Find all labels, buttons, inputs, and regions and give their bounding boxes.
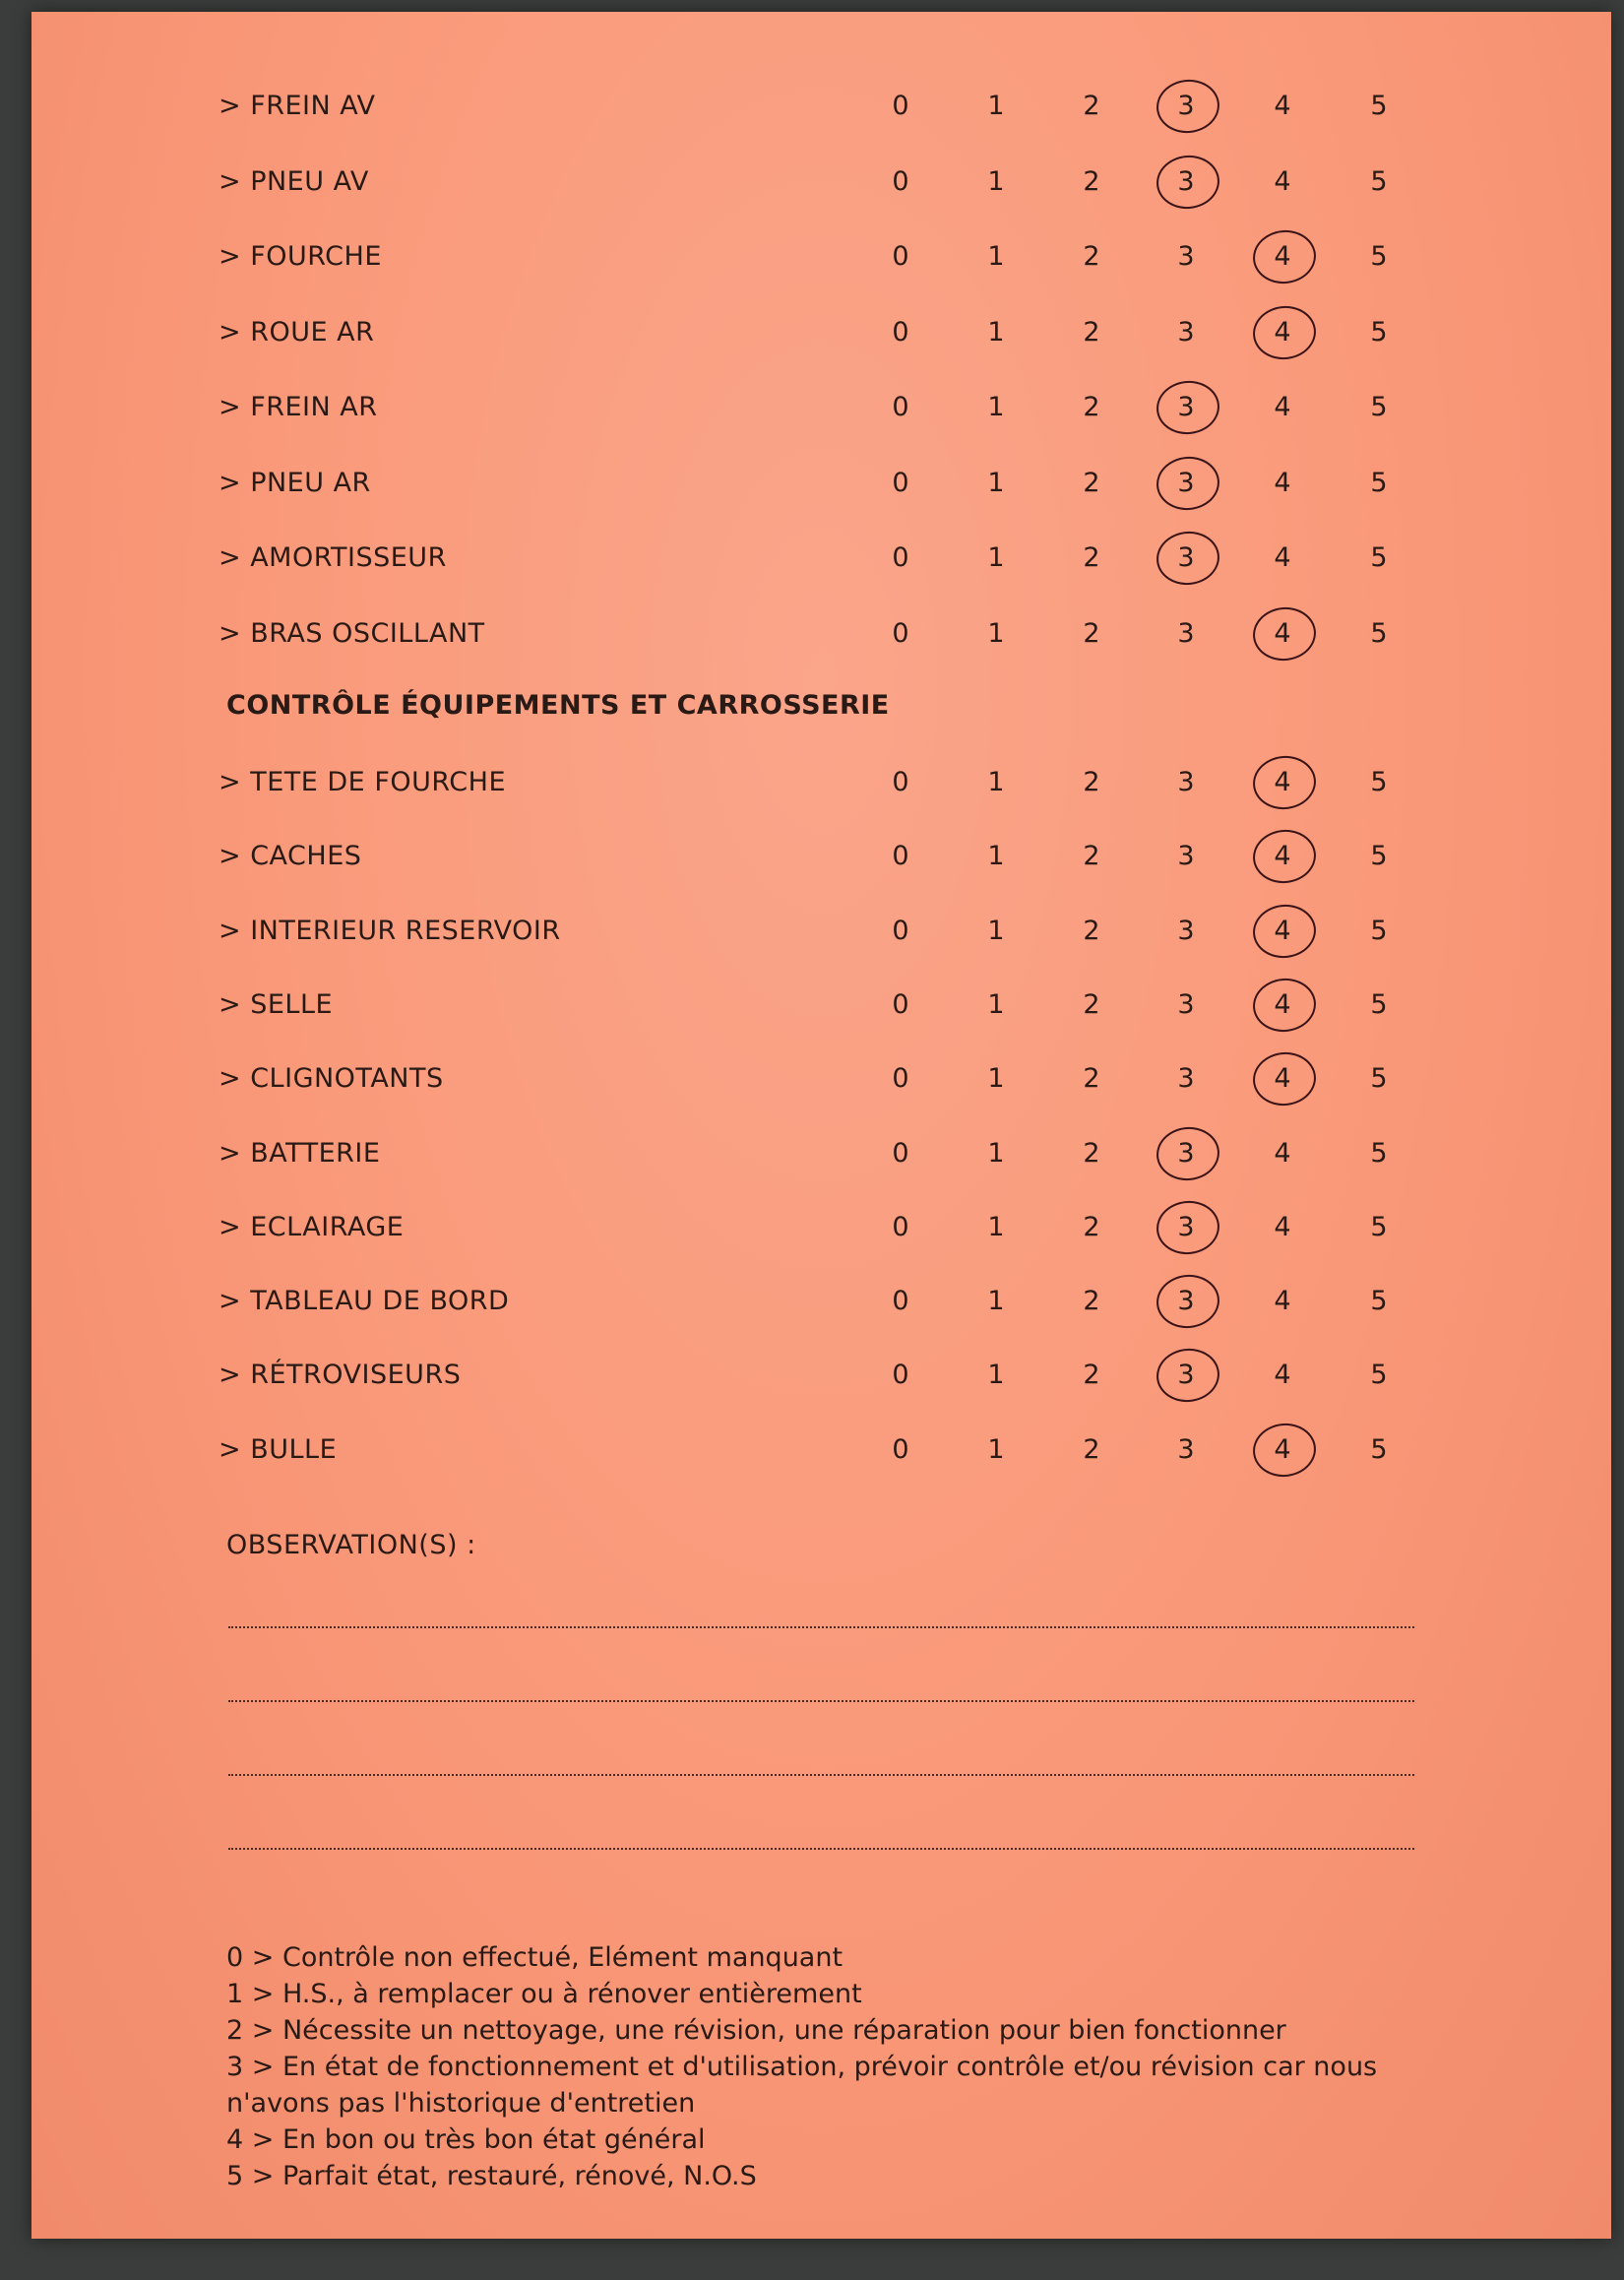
score-2[interactable]: 2 [1083, 989, 1100, 1020]
score-3-circled[interactable]: 3 [1152, 378, 1220, 437]
inspection-row [31, 77, 1611, 136]
inspection-row [31, 902, 1611, 961]
score-5[interactable]: 5 [1370, 1286, 1388, 1316]
inspection-row [31, 604, 1611, 664]
inspection-row [31, 529, 1611, 588]
observation-line [228, 1626, 1414, 1628]
score-4[interactable]: 4 [1274, 166, 1291, 197]
item-label: > INTERIEUR RESERVOIR [219, 916, 561, 946]
score-5[interactable]: 5 [1370, 989, 1388, 1020]
score-0[interactable]: 0 [892, 241, 909, 272]
score-4-circled[interactable]: 4 [1248, 1421, 1317, 1480]
score-2[interactable]: 2 [1083, 1138, 1100, 1169]
score-2[interactable]: 2 [1083, 542, 1100, 573]
score-1[interactable]: 1 [987, 1212, 1005, 1242]
score-0[interactable]: 0 [892, 1286, 909, 1316]
score-3-circled[interactable]: 3 [1152, 1198, 1220, 1257]
score-5[interactable]: 5 [1370, 542, 1388, 573]
score-1[interactable]: 1 [987, 317, 1005, 348]
score-3-circled[interactable]: 3 [1152, 153, 1220, 212]
score-3[interactable]: 3 [1177, 618, 1195, 649]
score-5[interactable]: 5 [1370, 166, 1388, 197]
legend-item: 3 > En état de fonctionnement et d'utilisation, prévoir contrôle et/ou révision car nous n'avons pas l'historique d'entretien [226, 2052, 1378, 2119]
score-1[interactable]: 1 [987, 166, 1005, 197]
score-4-circled[interactable]: 4 [1248, 827, 1317, 886]
score-0[interactable]: 0 [892, 542, 909, 573]
score-0[interactable]: 0 [892, 916, 909, 946]
score-5[interactable]: 5 [1370, 1063, 1388, 1094]
score-2[interactable]: 2 [1083, 241, 1100, 272]
score-3[interactable]: 3 [1177, 1063, 1195, 1094]
item-label: > CACHES [219, 841, 362, 871]
score-2[interactable]: 2 [1083, 767, 1100, 797]
score-1[interactable]: 1 [987, 542, 1005, 573]
score-5[interactable]: 5 [1370, 392, 1388, 422]
item-label: > FREIN AV [219, 91, 376, 121]
score-3-circled[interactable]: 3 [1152, 1346, 1220, 1405]
observation-line [228, 1774, 1414, 1776]
score-1[interactable]: 1 [987, 1138, 1005, 1169]
score-0[interactable]: 0 [892, 841, 909, 871]
score-4[interactable]: 4 [1274, 468, 1291, 498]
score-5[interactable]: 5 [1370, 1360, 1388, 1390]
score-4-circled[interactable]: 4 [1248, 1049, 1317, 1108]
score-4[interactable]: 4 [1274, 1286, 1291, 1316]
inspection-row [31, 976, 1611, 1035]
item-label: > TETE DE FOURCHE [219, 767, 506, 797]
score-2[interactable]: 2 [1083, 166, 1100, 197]
item-label: > FOURCHE [219, 241, 382, 272]
observation-line [228, 1848, 1414, 1850]
section-title: CONTRÔLE ÉQUIPEMENTS ET CARROSSERIE [226, 690, 890, 721]
observation-line [228, 1700, 1414, 1702]
inspection-row [31, 1272, 1611, 1331]
score-1[interactable]: 1 [987, 1360, 1005, 1390]
inspection-row [31, 1049, 1611, 1108]
item-label: > ECLAIRAGE [219, 1212, 405, 1242]
inspection-row [31, 1124, 1611, 1183]
score-4-circled[interactable]: 4 [1248, 902, 1317, 961]
score-3-circled[interactable]: 3 [1152, 77, 1220, 136]
score-4-circled[interactable]: 4 [1248, 976, 1317, 1035]
score-3[interactable]: 3 [1177, 317, 1195, 348]
score-0[interactable]: 0 [892, 767, 909, 797]
score-4[interactable]: 4 [1274, 1138, 1291, 1169]
score-4-circled[interactable]: 4 [1248, 303, 1317, 362]
item-label: > BRAS OSCILLANT [219, 618, 485, 649]
score-0[interactable]: 0 [892, 1360, 909, 1390]
score-4[interactable]: 4 [1274, 91, 1291, 121]
inspection-row [31, 454, 1611, 513]
score-3-circled[interactable]: 3 [1152, 1124, 1220, 1183]
score-2[interactable]: 2 [1083, 1063, 1100, 1094]
score-2[interactable]: 2 [1083, 1212, 1100, 1242]
legend-item: 1 > H.S., à remplacer ou à rénover entièrement [226, 1979, 862, 2009]
score-1[interactable]: 1 [987, 916, 1005, 946]
score-5[interactable]: 5 [1370, 241, 1388, 272]
score-5[interactable]: 5 [1370, 767, 1388, 797]
score-4-circled[interactable]: 4 [1248, 227, 1317, 286]
score-0[interactable]: 0 [892, 468, 909, 498]
score-3[interactable]: 3 [1177, 989, 1195, 1020]
item-label: > PNEU AR [219, 468, 371, 498]
score-0[interactable]: 0 [892, 1212, 909, 1242]
score-1[interactable]: 1 [987, 841, 1005, 871]
score-2[interactable]: 2 [1083, 1286, 1100, 1316]
score-5[interactable]: 5 [1370, 916, 1388, 946]
score-1[interactable]: 1 [987, 1286, 1005, 1316]
score-5[interactable]: 5 [1370, 1138, 1388, 1169]
legend-item: 0 > Contrôle non effectué, Elément manquant [226, 1942, 843, 1973]
score-4[interactable]: 4 [1274, 1212, 1291, 1242]
score-5[interactable]: 5 [1370, 91, 1388, 121]
item-label: > AMORTISSEUR [219, 542, 447, 573]
score-1[interactable]: 1 [987, 1434, 1005, 1465]
score-4[interactable]: 4 [1274, 1360, 1291, 1390]
score-4-circled[interactable]: 4 [1248, 753, 1317, 812]
item-label: > ROUE AR [219, 317, 375, 348]
score-0[interactable]: 0 [892, 392, 909, 422]
score-1[interactable]: 1 [987, 767, 1005, 797]
inspection-sheet [31, 12, 1611, 2239]
inspection-row [31, 827, 1611, 886]
score-1[interactable]: 1 [987, 1063, 1005, 1094]
score-5[interactable]: 5 [1370, 618, 1388, 649]
item-label: > BULLE [219, 1434, 338, 1465]
inspection-row [31, 753, 1611, 812]
rating-legend [226, 1939, 1437, 2194]
score-2[interactable]: 2 [1083, 1434, 1100, 1465]
score-5[interactable]: 5 [1370, 841, 1388, 871]
item-label: > TABLEAU DE BORD [219, 1286, 510, 1316]
score-2[interactable]: 2 [1083, 91, 1100, 121]
score-3[interactable]: 3 [1177, 916, 1195, 946]
score-2[interactable]: 2 [1083, 916, 1100, 946]
score-2[interactable]: 2 [1083, 841, 1100, 871]
inspection-row [31, 1421, 1611, 1480]
score-1[interactable]: 1 [987, 989, 1005, 1020]
score-2[interactable]: 2 [1083, 392, 1100, 422]
inspection-row [31, 1346, 1611, 1405]
observations-label: OBSERVATION(S) : [226, 1530, 476, 1560]
item-label: > SELLE [219, 989, 334, 1020]
inspection-row [31, 378, 1611, 437]
score-3[interactable]: 3 [1177, 841, 1195, 871]
legend-item: 4 > En bon ou très bon état général [226, 2124, 706, 2155]
score-5[interactable]: 5 [1370, 468, 1388, 498]
score-0[interactable]: 0 [892, 91, 909, 121]
score-3-circled[interactable]: 3 [1152, 454, 1220, 513]
inspection-row [31, 303, 1611, 362]
legend-item: 2 > Nécessite un nettoyage, une révision, une réparation pour bien fonctionner [226, 2015, 1286, 2046]
score-3[interactable]: 3 [1177, 241, 1195, 272]
score-4[interactable]: 4 [1274, 392, 1291, 422]
score-0[interactable]: 0 [892, 618, 909, 649]
item-label: > FREIN AR [219, 392, 378, 422]
score-0[interactable]: 0 [892, 1138, 909, 1169]
score-5[interactable]: 5 [1370, 1434, 1388, 1465]
score-1[interactable]: 1 [987, 392, 1005, 422]
score-5[interactable]: 5 [1370, 1212, 1388, 1242]
item-label: > PNEU AV [219, 166, 369, 197]
inspection-row [31, 153, 1611, 212]
inspection-row [31, 1198, 1611, 1257]
score-1[interactable]: 1 [987, 468, 1005, 498]
score-1[interactable]: 1 [987, 618, 1005, 649]
score-0[interactable]: 0 [892, 166, 909, 197]
inspection-row [31, 227, 1611, 286]
score-4-circled[interactable]: 4 [1248, 604, 1317, 664]
score-2[interactable]: 2 [1083, 468, 1100, 498]
item-label: > RÉTROVISEURS [219, 1360, 462, 1390]
item-label: > BATTERIE [219, 1138, 381, 1169]
score-2[interactable]: 2 [1083, 1360, 1100, 1390]
score-3-circled[interactable]: 3 [1152, 529, 1220, 588]
score-3[interactable]: 3 [1177, 767, 1195, 797]
score-5[interactable]: 5 [1370, 317, 1388, 348]
score-2[interactable]: 2 [1083, 618, 1100, 649]
score-0[interactable]: 0 [892, 317, 909, 348]
score-3[interactable]: 3 [1177, 1434, 1195, 1465]
legend-item: 5 > Parfait état, restauré, rénové, N.O.S [226, 2161, 757, 2191]
item-label: > CLIGNOTANTS [219, 1063, 444, 1094]
score-0[interactable]: 0 [892, 1434, 909, 1465]
score-4[interactable]: 4 [1274, 542, 1291, 573]
score-1[interactable]: 1 [987, 241, 1005, 272]
score-1[interactable]: 1 [987, 91, 1005, 121]
score-3-circled[interactable]: 3 [1152, 1272, 1220, 1331]
score-2[interactable]: 2 [1083, 317, 1100, 348]
score-0[interactable]: 0 [892, 1063, 909, 1094]
score-0[interactable]: 0 [892, 989, 909, 1020]
